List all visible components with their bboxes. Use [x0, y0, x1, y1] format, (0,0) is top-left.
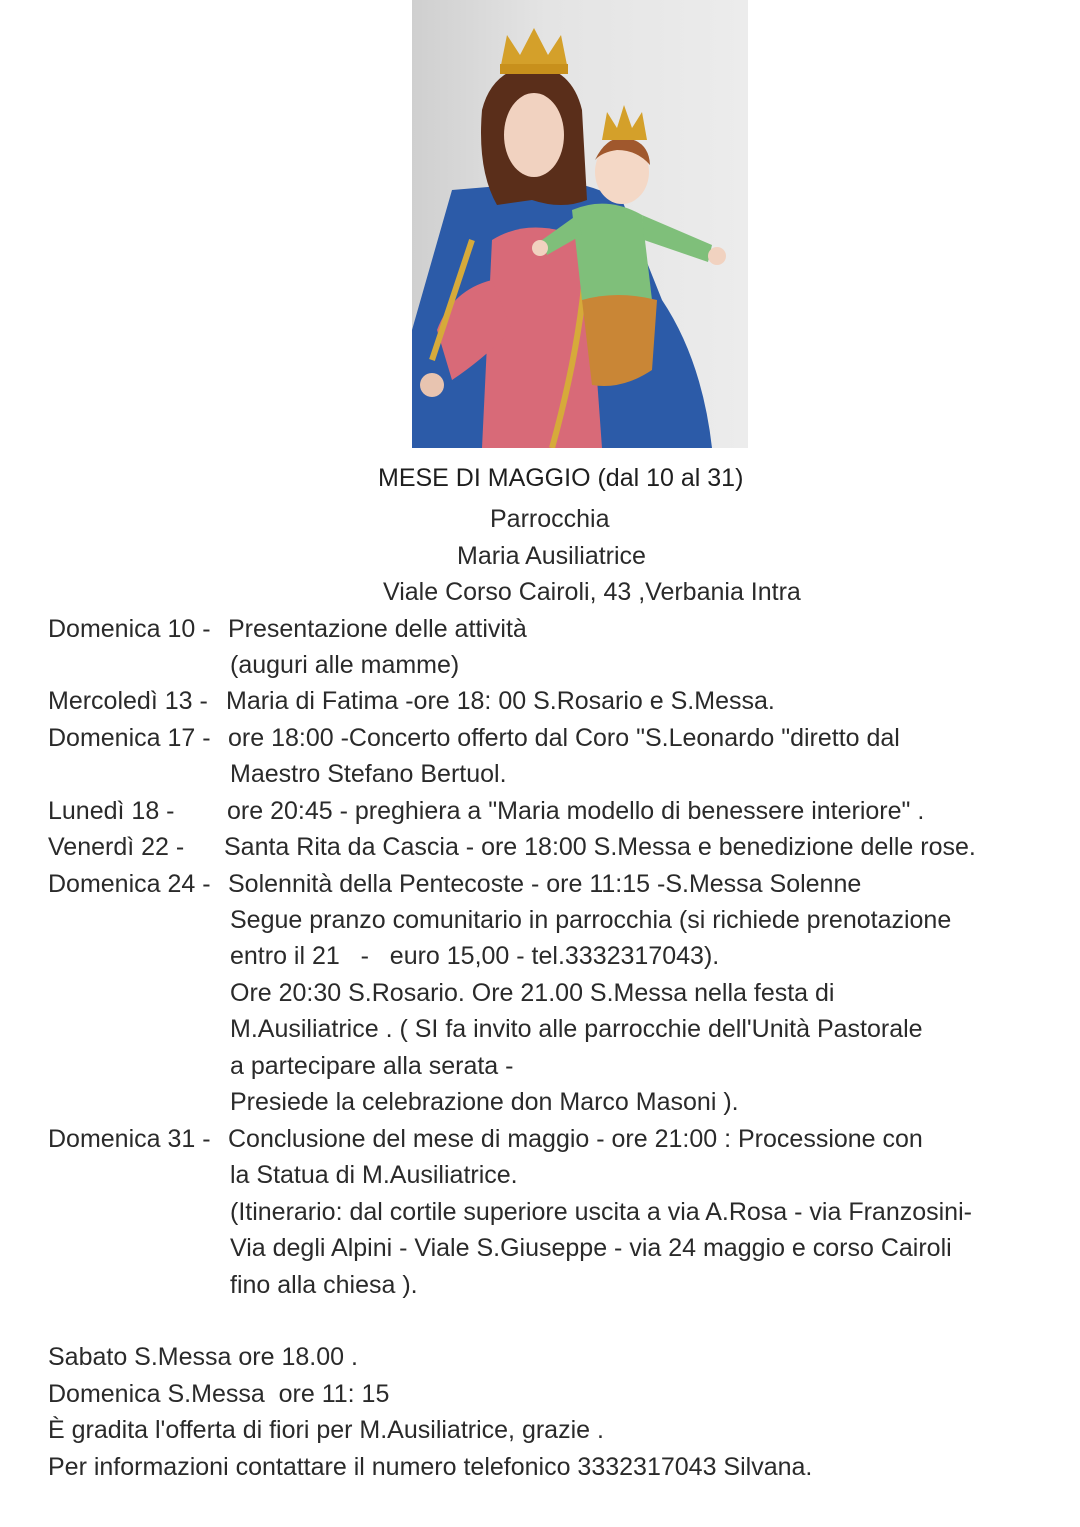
- schedule-line: Maestro Stefano Bertuol.: [230, 760, 507, 788]
- madonna-statue-image: [412, 0, 748, 448]
- parish-name: Maria Ausiliatrice: [457, 542, 646, 570]
- footer-line: Domenica S.Messa ore 11: 15: [48, 1380, 390, 1408]
- schedule-day: Venerdì 22 -: [48, 833, 185, 861]
- schedule-line: la Statua di M.Ausiliatrice.: [230, 1161, 518, 1189]
- parish-address: Viale Corso Cairoli, 43 ,Verbania Intra: [383, 578, 801, 606]
- schedule-day: Domenica 10 -: [48, 615, 211, 643]
- schedule-day: Domenica 17 -: [48, 724, 211, 752]
- schedule-line: (auguri alle mamme): [230, 651, 460, 679]
- footer-line: È gradita l'offerta di fiori per M.Ausiliatrice, grazie .: [48, 1416, 604, 1444]
- footer-line: Sabato S.Messa ore 18.00 .: [48, 1343, 358, 1371]
- schedule-line: Ore 20:30 S.Rosario. Ore 21.00 S.Messa nella festa di: [230, 979, 835, 1007]
- schedule-line: Solennità della Pentecoste - ore 11:15 -S.Messa Solenne: [228, 870, 862, 898]
- parish-label: Parrocchia: [490, 505, 610, 533]
- schedule-day: Domenica 24 -: [48, 870, 211, 898]
- footer-line: Per informazioni contattare il numero telefonico 3332317043 Silvana.: [48, 1453, 813, 1481]
- schedule-line: Presiede la celebrazione don Marco Masoni ).: [230, 1088, 739, 1116]
- page-title: MESE DI MAGGIO (dal 10 al 31): [378, 464, 744, 492]
- schedule-line: ore 18:00 -Concerto offerto dal Coro "S.Leonardo "diretto dal: [228, 724, 900, 752]
- schedule-line: (Itinerario: dal cortile superiore uscita a via A.Rosa - via Franzosini-: [230, 1198, 972, 1226]
- schedule-line: fino alla chiesa ).: [230, 1271, 418, 1299]
- schedule-line: Maria di Fatima -ore 18: 00 S.Rosario e S.Messa.: [226, 687, 775, 715]
- schedule-line: Presentazione delle attività: [228, 615, 527, 643]
- schedule-line: Conclusione del mese di maggio - ore 21:00 : Processione con: [228, 1125, 923, 1153]
- schedule-line: Via degli Alpini - Viale S.Giuseppe - via 24 maggio e corso Cairoli: [230, 1234, 952, 1262]
- schedule-day: Mercoledì 13 -: [48, 687, 208, 715]
- schedule-line: Segue pranzo comunitario in parrocchia (si richiede prenotazione: [230, 906, 952, 934]
- schedule-line: M.Ausiliatrice . ( SI fa invito alle parrocchie dell'Unità Pastorale: [230, 1015, 923, 1043]
- schedule-line: a partecipare alla serata -: [230, 1052, 514, 1080]
- schedule-line: Santa Rita da Cascia - ore 18:00 S.Messa e benedizione delle rose.: [224, 833, 976, 861]
- schedule-day: Domenica 31 -: [48, 1125, 211, 1153]
- schedule-line: entro il 21 - euro 15,00 - tel.3332317043).: [230, 942, 720, 970]
- schedule-line: ore 20:45 - preghiera a "Maria modello di benessere interiore" .: [227, 797, 925, 825]
- schedule-day: Lunedì 18 -: [48, 797, 175, 825]
